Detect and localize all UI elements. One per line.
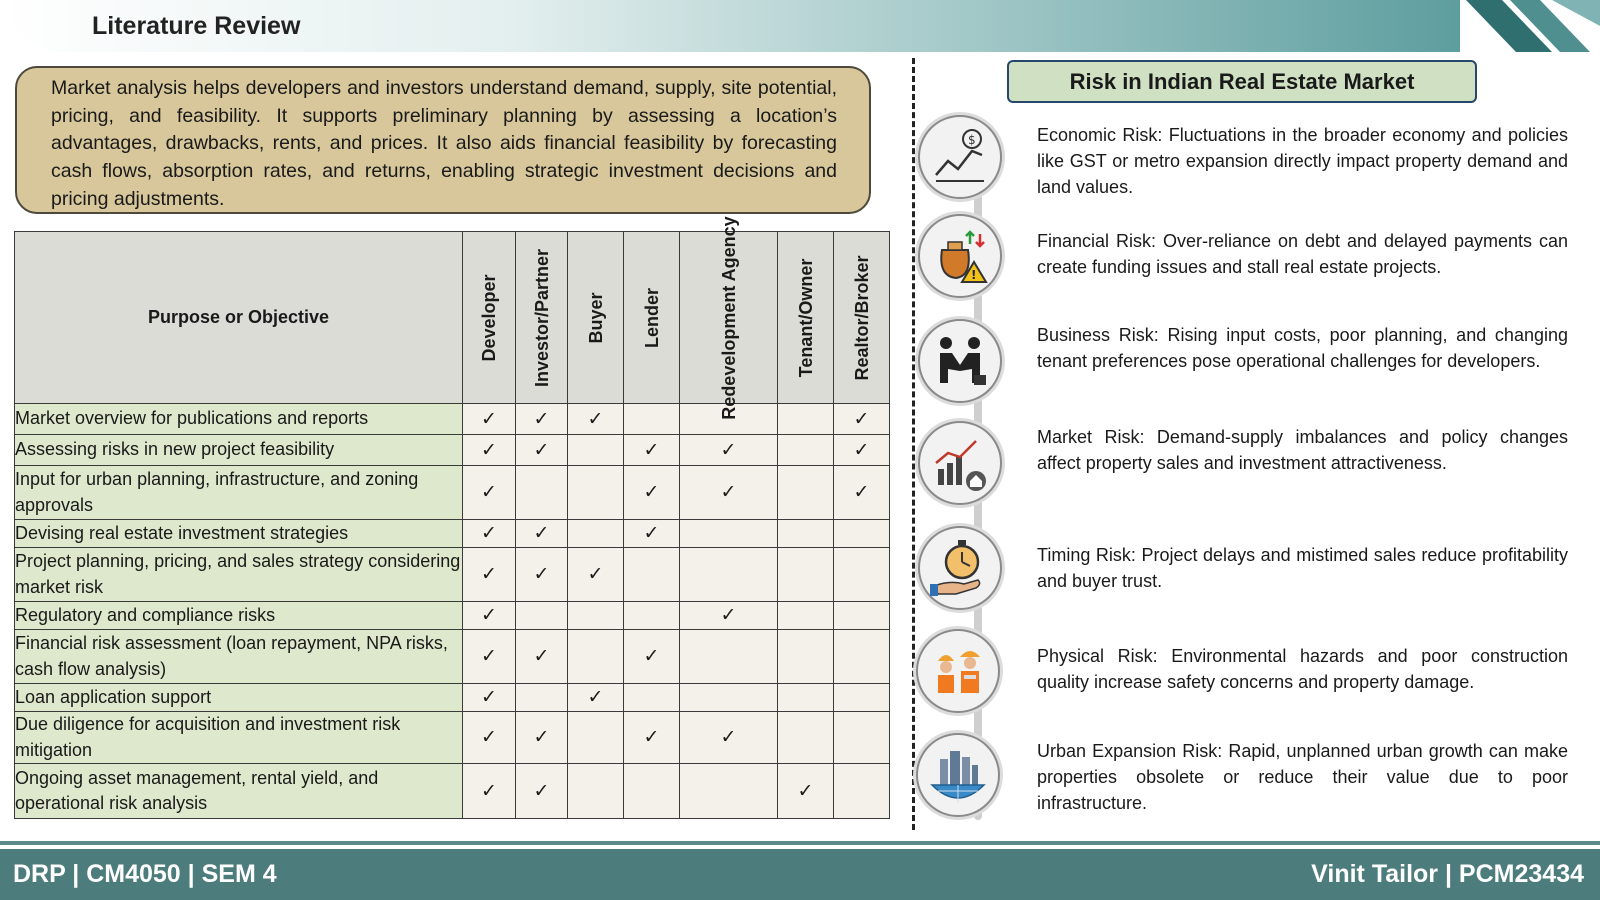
purpose-cell: Due diligence for acquisition and investment risk mitigation [15,712,463,764]
purpose-cell: Input for urban planning, infrastructure, and zoning approvals [15,466,463,520]
table-row [15,630,890,684]
empty-mark-cell [680,684,778,712]
check-mark-cell: ✓ [568,684,624,712]
page-title: Literature Review [92,12,301,40]
role-column-header [463,232,516,404]
table-row [15,404,890,435]
economic-chart-icon [918,115,1002,199]
header-banner [0,0,1600,56]
empty-mark-cell [624,684,680,712]
empty-mark-cell [516,602,568,630]
city-globe-icon [916,733,1000,817]
role-column-header [680,215,778,420]
check-mark-cell: ✓ [516,764,568,819]
check-mark-cell: ✓ [463,712,516,764]
construction-workers-icon [916,629,1000,713]
role-column-header [834,232,890,404]
purpose-column-header: Purpose or Objective [15,232,463,404]
empty-mark-cell [680,548,778,602]
empty-mark-cell [568,520,624,548]
risk-text-business: Business Risk: Rising input costs, poor planning, and changing tenant preferences pose operational challenges for developers. [1037,325,1568,371]
check-mark-cell: ✓ [680,435,778,466]
check-mark-cell: ✓ [680,712,778,764]
check-mark-cell: ✓ [568,404,624,435]
empty-mark-cell [778,466,834,520]
risk-text-market: Market Risk: Demand-supply imbalances and policy changes affect property sales and investment attractiveness. [1037,427,1568,473]
risk-text-physical: Physical Risk: Environmental hazards and poor construction quality increase safety concerns and property damage. [1037,646,1568,692]
stopwatch-hand-icon [918,526,1002,610]
role-column-label: Tenant/Owner [795,258,816,377]
check-mark-cell: ✓ [516,404,568,435]
risk-text-financial: Financial Risk: Over-reliance on debt and delayed payments can create funding issues and stall real estate projects. [1037,231,1568,277]
empty-mark-cell [778,404,834,435]
purpose-cell: Financial risk assessment (loan repayment, NPA risks, cash flow analysis) [15,630,463,684]
svg-text:!: ! [971,268,977,282]
empty-mark-cell [568,435,624,466]
handshake-icon [918,319,1002,403]
empty-mark-cell [568,764,624,819]
role-column-label: Lender [641,287,662,348]
check-mark-cell: ✓ [680,602,778,630]
empty-mark-cell [568,466,624,520]
risk-text-economic: Economic Risk: Fluctuations in the broader economy and policies like GST or metro expansion directly impact property demand and land values. [1037,125,1568,197]
table-row [15,520,890,548]
risk-section-title: Risk in Indian Real Estate Market [1007,60,1477,103]
table-row [15,712,890,764]
empty-mark-cell [624,602,680,630]
empty-mark-cell [624,548,680,602]
check-mark-cell: ✓ [624,630,680,684]
empty-mark-cell [834,712,890,764]
table-row [15,435,890,466]
purpose-cell: Market overview for publications and reports [15,404,463,435]
check-mark-cell: ✓ [834,404,890,435]
role-column-header [624,232,680,404]
check-mark-cell: ✓ [516,435,568,466]
role-column-label: Investor/Partner [531,248,552,387]
empty-mark-cell [834,630,890,684]
check-mark-cell: ✓ [834,435,890,466]
check-mark-cell: ✓ [624,712,680,764]
section-divider [912,58,915,830]
empty-mark-cell [834,548,890,602]
empty-mark-cell [834,602,890,630]
check-mark-cell: ✓ [516,630,568,684]
empty-mark-cell [624,764,680,819]
table-row [15,764,890,819]
check-mark-cell: ✓ [463,764,516,819]
empty-mark-cell [778,435,834,466]
empty-mark-cell [680,630,778,684]
check-mark-cell: ✓ [463,466,516,520]
role-column-label: Developer [479,273,499,362]
empty-mark-cell [568,602,624,630]
empty-mark-cell [624,404,680,435]
svg-text:$: $ [968,133,976,147]
empty-mark-cell [834,520,890,548]
check-mark-cell: ✓ [624,435,680,466]
check-mark-cell: ✓ [516,520,568,548]
table-row [15,548,890,602]
empty-mark-cell [778,630,834,684]
empty-mark-cell [778,602,834,630]
check-mark-cell: ✓ [516,548,568,602]
empty-mark-cell [680,520,778,548]
empty-mark-cell [568,630,624,684]
table-row [15,684,890,712]
check-mark-cell: ✓ [463,520,516,548]
empty-mark-cell [778,712,834,764]
course-info: DRP | CM4050 | SEM 4 [13,860,277,888]
risk-text-timing: Timing Risk: Project delays and mistimed sales reduce profitability and buyer trust. [1037,545,1568,591]
footer-bar [0,849,1600,900]
purpose-cell: Project planning, pricing, and sales strategy considering market risk [15,548,463,602]
check-mark-cell: ✓ [516,712,568,764]
role-column-header [568,232,624,404]
empty-mark-cell [778,548,834,602]
table-header-row [15,232,890,404]
table-row [15,466,890,520]
empty-mark-cell [568,712,624,764]
empty-mark-cell [516,684,568,712]
role-column-label: Buyer [585,291,606,344]
role-column-label: Realtor/Broker [851,254,872,381]
check-mark-cell: ✓ [624,520,680,548]
empty-mark-cell [778,520,834,548]
check-mark-cell: ✓ [463,548,516,602]
check-mark-cell: ✓ [778,764,834,819]
empty-mark-cell [834,764,890,819]
purpose-cell: Regulatory and compliance risks [15,602,463,630]
purpose-cell: Ongoing asset management, rental yield, and operational risk analysis [15,764,463,819]
market-graph-house-icon [918,421,1002,505]
check-mark-cell: ✓ [463,602,516,630]
role-column-header [778,232,834,404]
purpose-cell: Loan application support [15,684,463,712]
footer-rule [0,841,1600,845]
table-row [15,602,890,630]
money-bag-warning-icon [918,214,1002,298]
check-mark-cell: ✓ [834,466,890,520]
empty-mark-cell [680,764,778,819]
check-mark-cell: ✓ [680,466,778,520]
summary-box: Market analysis helps developers and investors understand demand, supply, site potential, pricing, and feasibility. It supports preliminary planning by assessing a location’s advantages, drawbacks, rents, and prices. It also aids financial feasibility by forecasting cash flows, absorption rates, and returns, enabling strategic investment decisions and pricing adjustments. [15,66,871,214]
purpose-cell: Assessing risks in new project feasibility [15,435,463,466]
role-column-header [516,232,568,404]
purpose-role-table [14,215,890,819]
empty-mark-cell [834,684,890,712]
empty-mark-cell [516,466,568,520]
check-mark-cell: ✓ [463,684,516,712]
check-mark-cell: ✓ [463,435,516,466]
check-mark-cell: ✓ [463,630,516,684]
check-mark-cell: ✓ [624,466,680,520]
check-mark-cell: ✓ [463,404,516,435]
role-column-label: Redevelopment Agency [718,215,739,420]
author-info: Vinit Tailor | PCM23434 [1311,860,1584,888]
purpose-cell: Devising real estate investment strategies [15,520,463,548]
empty-mark-cell [778,684,834,712]
check-mark-cell: ✓ [568,548,624,602]
risk-text-urban-expansion: Urban Expansion Risk: Rapid, unplanned urban growth can make properties obsolete or reduce their value due to poor infrastructure. [1037,741,1568,813]
